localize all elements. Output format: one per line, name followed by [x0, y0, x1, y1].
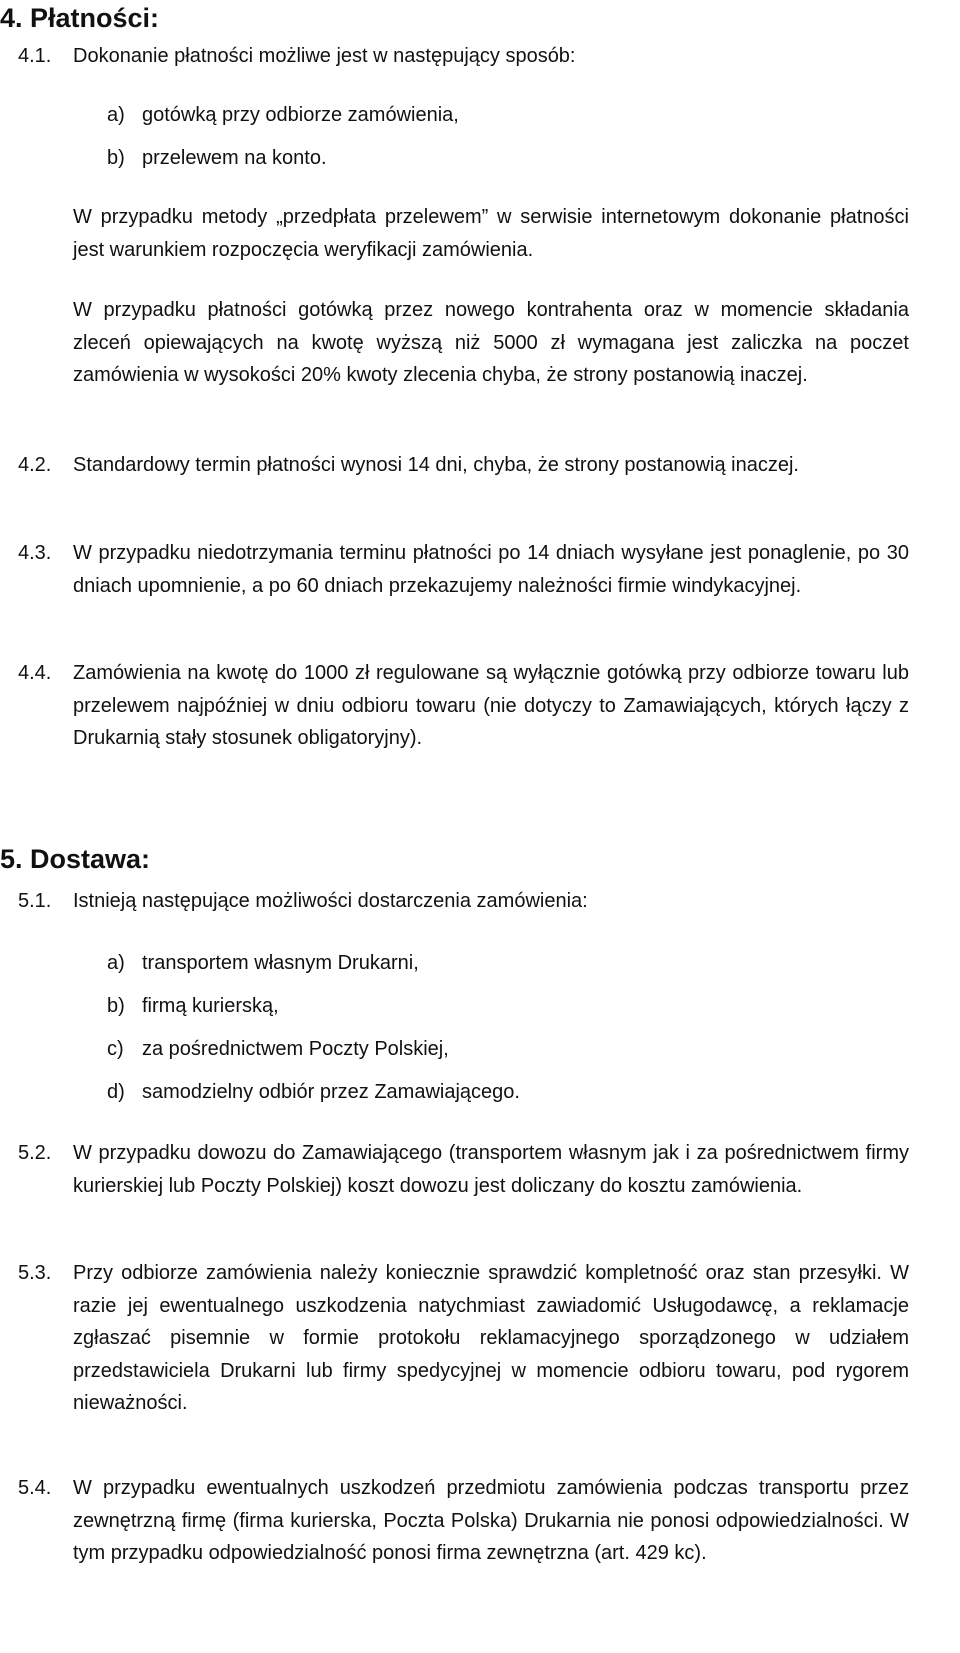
- list-item: [107, 947, 419, 979]
- list-item: [107, 990, 279, 1022]
- prepayment-note: W przypadku metody „przedpłata przelewem” w serwisie internetowym dokonanie płatności jest warunkiem rozpoczęcia weryfikacji zamówienia.: [73, 206, 909, 261]
- list-marker: c): [107, 1038, 124, 1060]
- list-item-text: za pośrednictwem Poczty Polskiej,: [142, 1038, 449, 1060]
- list-item: [107, 1033, 449, 1065]
- clause-5-4-text: W przypadku ewentualnych uszkodzeń przedmiotu zamówienia podczas transportu przez zewnętrzną firmę (firma kurierska, Poczta Polska) Drukarnia nie ponosi odpowiedzialności. W tym przypadku odpowiedzialność ponosi firma zewnętrzna (art. 429 kc).: [73, 1477, 909, 1564]
- clause-4-2-number: 4.2.: [18, 454, 52, 476]
- clause-5-3-text: Przy odbiorze zamówienia należy koniecznie sprawdzić kompletność oraz stan przesyłki. W razie jej ewentualnego uszkodzenia natychmiast zawiadomić Usługodawcę, a reklamacje zgłaszać pisemnie w formie protokołu reklamacyjnego sporządzonego w udziałem przedstawiciela Drukarni lub firmy spedycyjnej w momencie odbioru towaru, pod rygorem nieważności.: [73, 1262, 909, 1414]
- list-item: [107, 99, 459, 131]
- list-item-text: samodzielny odbiór przez Zamawiającego.: [142, 1081, 520, 1103]
- clause-5-2-number: 5.2.: [18, 1142, 52, 1164]
- list-marker: a): [107, 952, 125, 974]
- list-item-text: gotówką przy odbiorze zamówienia,: [142, 104, 459, 126]
- list-marker: a): [107, 104, 125, 126]
- list-marker: d): [107, 1081, 125, 1103]
- clause-4-4-number: 4.4.: [18, 662, 52, 684]
- cash-advance-note: W przypadku płatności gotówką przez nowego kontrahenta oraz w momencie składania zleceń opiewających na kwotę wyższą niż 5000 zł wymagana jest zaliczka na poczet zamówienia w wysokości 20% kwoty zlecenia chyba, że strony postanowią inaczej.: [73, 299, 909, 386]
- clause-5-3-number: 5.3.: [18, 1262, 52, 1284]
- clause-5-2-text: W przypadku dowozu do Zamawiającego (transportem własnym jak i za pośrednictwem firmy kurierskiej lub Poczty Polskiej) koszt dowozu jest doliczany do kosztu zamówienia.: [73, 1142, 909, 1197]
- list-marker: b): [107, 995, 125, 1017]
- section-5-heading: 5. Dostawa:: [0, 844, 151, 874]
- clause-5-1-number: 5.1.: [18, 890, 52, 912]
- list-marker: b): [107, 147, 125, 169]
- clause-4-1-number: 4.1.: [18, 45, 52, 67]
- list-item-text: firmą kurierską,: [142, 995, 279, 1017]
- clause-4-2-text: Standardowy termin płatności wynosi 14 dni, chyba, że strony postanowią inaczej.: [73, 454, 799, 476]
- clause-4-4-text: Zamówienia na kwotę do 1000 zł regulowane są wyłącznie gotówką przy odbiorze towaru lub przelewem najpóźniej w dniu odbioru towaru (nie dotyczy to Zamawiających, których łączy z Drukarnią stały stosunek obligatoryjny).: [73, 662, 909, 749]
- list-item-text: transportem własnym Drukarni,: [142, 952, 419, 974]
- list-item: [107, 1076, 520, 1108]
- clause-4-3-text: W przypadku niedotrzymania terminu płatności po 14 dniach wysyłane jest ponaglenie, po 30 dniach upomnienie, a po 60 dniach przekazujemy należności firmie windykacyjnej.: [73, 542, 909, 597]
- clause-5-4-number: 5.4.: [18, 1477, 52, 1499]
- list-item: [107, 142, 327, 174]
- clause-4-3-number: 4.3.: [18, 542, 52, 564]
- list-item-text: przelewem na konto.: [142, 147, 327, 169]
- clause-4-1-text: Dokonanie płatności możliwe jest w następujący sposób:: [73, 45, 576, 67]
- section-4-heading: 4. Płatności:: [0, 3, 160, 33]
- clause-5-1-text: Istnieją następujące możliwości dostarczenia zamówienia:: [73, 890, 588, 912]
